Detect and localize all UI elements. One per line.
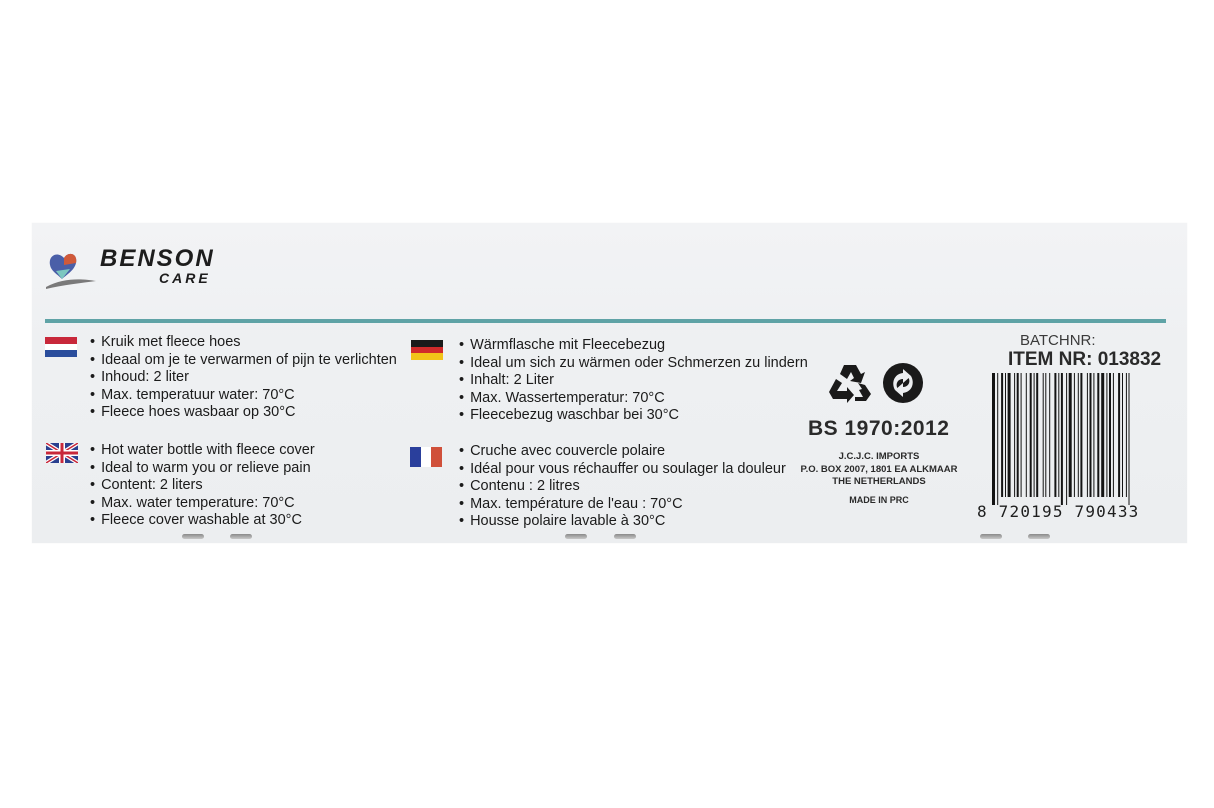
hanger-tab xyxy=(565,534,587,539)
hanger-tab xyxy=(980,534,1002,539)
batch-number-label: BATCHNR: xyxy=(1020,332,1096,349)
list-item: • Wärmflasche mit Fleecebezug xyxy=(459,337,808,355)
list-item: • Max. water temperature: 70°C xyxy=(90,495,315,513)
united-kingdom-flag-icon xyxy=(46,443,78,463)
list-item: • Max. temperatuur water: 70°C xyxy=(90,387,397,405)
recycle-icon xyxy=(827,361,873,405)
list-item: • Contenu : 2 litres xyxy=(459,478,786,496)
french-description xyxy=(459,443,786,531)
list-item: • Fleecebezug waschbar bei 30°C xyxy=(459,407,808,425)
list-item: • Ideaal om je te verwarmen of pijn te verlichten xyxy=(90,352,397,370)
english-description xyxy=(90,442,315,530)
list-item: • Cruche avec couvercle polaire xyxy=(459,443,786,461)
list-item: • Inhoud: 2 liter xyxy=(90,369,397,387)
list-item: • Max. température de l'eau : 70°C xyxy=(459,496,786,514)
brand-name: BENSON xyxy=(100,245,215,272)
list-item: • Fleece hoes wasbaar op 30°C xyxy=(90,404,397,422)
brand-subtitle: CARE xyxy=(159,270,211,286)
list-item: • Housse polaire lavable à 30°C xyxy=(459,513,786,531)
list-item: • Content: 2 liters xyxy=(90,477,315,495)
list-item: • Ideal to warm you or relieve pain xyxy=(90,460,315,478)
importer-country: THE NETHERLANDS xyxy=(832,476,926,487)
list-item: • Inhalt: 2 Liter xyxy=(459,372,808,390)
german-description xyxy=(459,337,808,425)
standard-code: BS 1970:2012 xyxy=(808,417,950,440)
list-item: • Hot water bottle with fleece cover xyxy=(90,442,315,460)
list-item: • Max. Wassertemperatur: 70°C xyxy=(459,390,808,408)
list-item: • Fleece cover washable at 30°C xyxy=(90,512,315,530)
hanger-tab xyxy=(230,534,252,539)
france-flag-icon xyxy=(410,447,442,467)
barcode-icon xyxy=(991,373,1177,505)
dutch-description xyxy=(90,334,397,422)
divider-rule xyxy=(45,319,1166,323)
netherlands-flag-icon xyxy=(45,337,77,357)
list-item: • Idéal pour vous réchauffer ou soulager la douleur xyxy=(459,461,786,479)
green-dot-icon xyxy=(881,361,925,405)
made-in-label: MADE IN PRC xyxy=(849,495,909,505)
importer-address xyxy=(785,451,973,489)
importer-company: J.C.J.C. IMPORTS xyxy=(838,451,920,462)
germany-flag-icon xyxy=(411,340,443,360)
hanger-tab xyxy=(614,534,636,539)
item-number: ITEM NR: 013832 xyxy=(1008,349,1162,370)
importer-address-line: P.O. BOX 2007, 1801 EA ALKMAAR xyxy=(800,463,958,475)
barcode-digits: 8 720195 790433 xyxy=(977,502,1140,521)
product-label xyxy=(32,223,1187,543)
hanger-tab xyxy=(1028,534,1050,539)
hanger-tab xyxy=(182,534,204,539)
list-item: • Ideal um sich zu wärmen oder Schmerzen zu lindern xyxy=(459,355,808,373)
list-item: • Kruik met fleece hoes xyxy=(90,334,397,352)
